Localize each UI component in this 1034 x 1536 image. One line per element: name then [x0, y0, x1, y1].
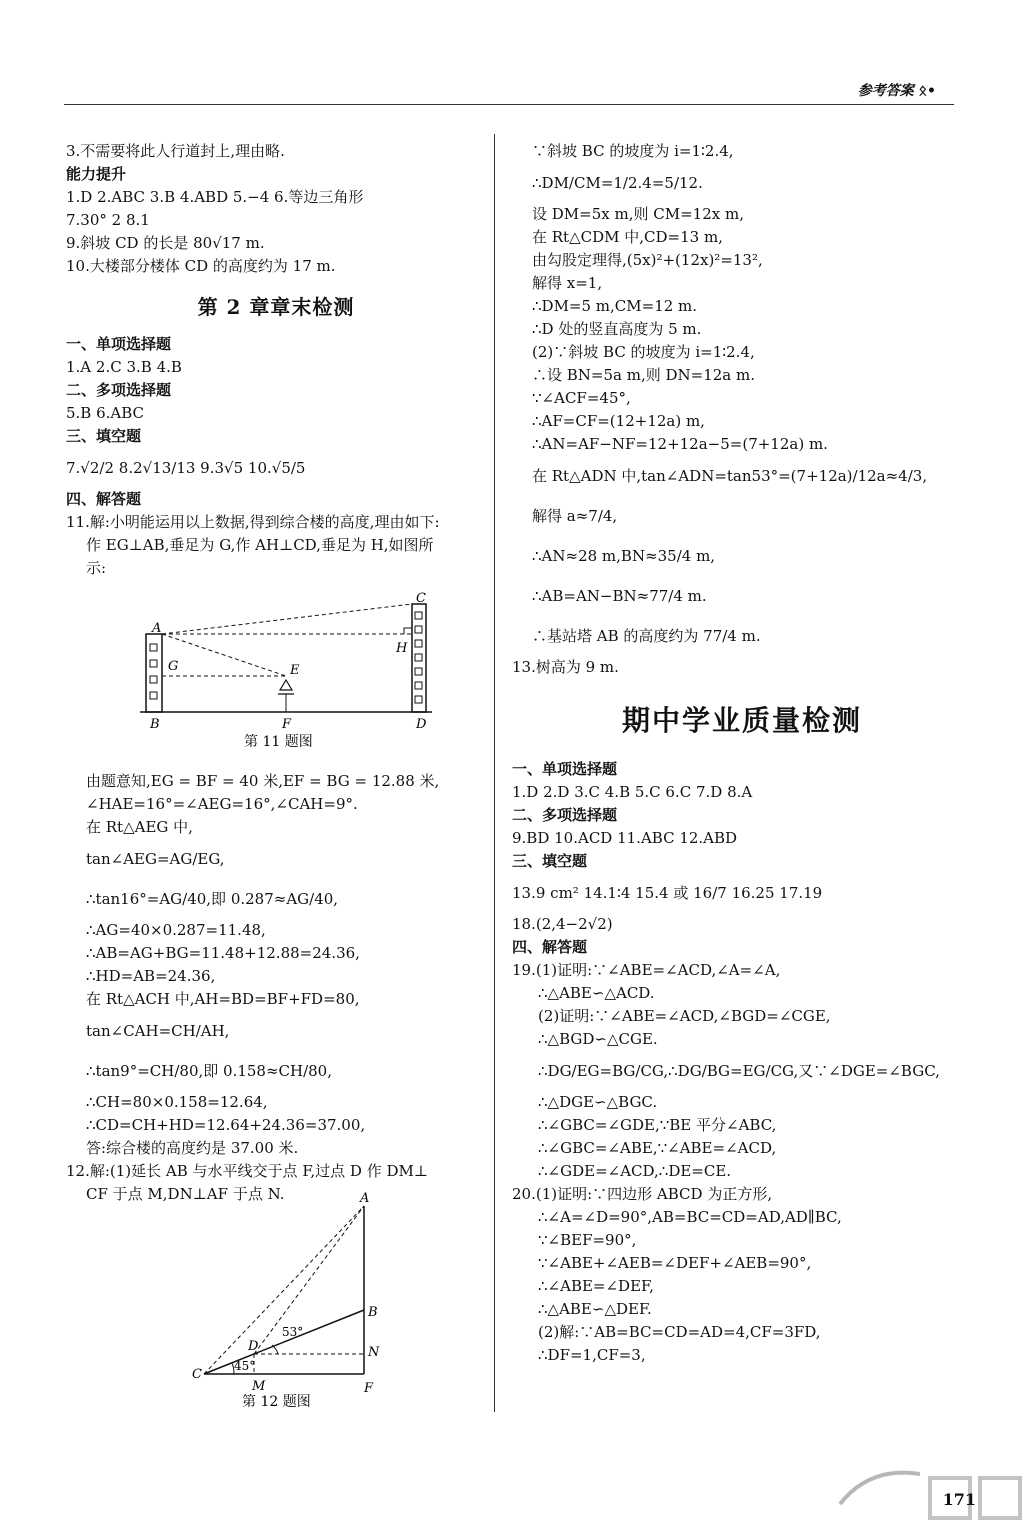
text-line: 12.解:(1)延长 AB 与水平线交于点 F,过点 D 作 DM⊥ — [66, 1162, 428, 1180]
text-line: ∴tan16°=AG/40,即 0.287≈AG/40, — [86, 890, 339, 908]
section-heading: 一、单项选择题 — [512, 760, 618, 778]
text-line: ∴AN=AF−NF=12+12a−5=(7+12a) m. — [532, 435, 828, 453]
section-heading: 四、解答题 — [66, 490, 142, 508]
section-heading: 四、解答题 — [512, 938, 588, 956]
figure-11 — [140, 590, 440, 755]
text-line: 设 DM=5x m,则 CM=12x m, — [532, 205, 744, 223]
chapter-title: 第 2 章章末检测 — [197, 295, 355, 319]
answer-line: 18.(2,4−2√2) — [512, 915, 613, 933]
text-line: ∴DM/CM=1/2.4=5/12. — [532, 174, 703, 192]
text-line: ∴tan9°=CH/80,即 0.158≈CH/80, — [86, 1062, 332, 1080]
header-label: 参考答案 ᛟ• — [857, 83, 936, 99]
text-line: ∴△BGD∽△CGE. — [538, 1030, 658, 1048]
label-C: C — [192, 1367, 202, 1382]
text-line: ∴DF=1,CF=3, — [538, 1346, 646, 1364]
answer-line: 9.BD 10.ACD 11.ABC 12.ABD — [512, 829, 738, 847]
answer-line: 7.√2/2 8.2√13/13 9.3√5 10.√5/5 — [66, 459, 306, 477]
text-line: 3.不需要将此人行道封上,理由略. — [66, 142, 285, 160]
text-line: ∵斜坡 BC 的坡度为 i=1∶2.4, — [532, 142, 734, 160]
text-line: ∴AB=AG+BG=11.48+12.88=24.36, — [86, 944, 360, 962]
angle-53-label: 53° — [282, 1325, 304, 1339]
label-H: H — [396, 641, 408, 656]
text-line: CF 于点 M,DN⊥AF 于点 N. — [86, 1185, 285, 1203]
text-line: (2)解:∵AB=BC=CD=AD=4,CF=3FD, — [538, 1323, 821, 1341]
answer-line: 13.9 cm² 14.1∶4 15.4 或 16/7 16.25 17.19 — [512, 884, 823, 902]
text-line: ∴AG=40×0.287=11.48, — [86, 921, 266, 939]
text-line: 13.树高为 9 m. — [512, 658, 619, 676]
text-line: 在 Rt△ADN 中,tan∠ADN=tan53°=(7+12a)/12a≈4/3, — [532, 467, 928, 485]
label-F: F — [364, 1381, 374, 1396]
section-heading: 三、填空题 — [66, 427, 142, 445]
text-line: ∵∠ABE+∠AEB=∠DEF+∠AEB=90°, — [538, 1254, 812, 1272]
text-line: 解得 x=1, — [532, 274, 603, 292]
section-heading: 二、多项选择题 — [512, 806, 618, 824]
angle-45-label: 45° — [234, 1359, 256, 1373]
text-line: ∴AB=AN−BN≈77/4 m. — [532, 587, 707, 605]
figure-caption: 第 11 题图 — [244, 734, 313, 750]
label-E: E — [290, 663, 300, 678]
text-line: ∴CH=80×0.158=12.64, — [86, 1093, 268, 1111]
section-heading: 能力提升 — [66, 165, 127, 183]
text-line: 解得 a≈7/4, — [532, 507, 618, 525]
text-line: ∵∠ACF=45°, — [532, 389, 631, 407]
text-line: 在 Rt△ACH 中,AH=BD=BF+FD=80, — [86, 990, 360, 1008]
text-line: ∴△ABE∽△DEF. — [538, 1300, 652, 1318]
swirl-logo-icon: ᛟ• — [918, 83, 936, 99]
label-B: B — [150, 717, 160, 732]
text-line: (2)证明:∵∠ABE=∠ACD,∠BGD=∠CGE, — [538, 1007, 831, 1025]
left-column-body — [66, 770, 486, 1206]
text-line: ∴DG/EG=BG/CG,∴DG/BG=EG/CG,又∵∠DGE=∠BGC, — [538, 1062, 940, 1080]
text-line: ∴AF=CF=(12+12a) m, — [532, 412, 705, 430]
section-heading: 二、多项选择题 — [66, 381, 172, 399]
label-B: B — [368, 1305, 378, 1320]
left-column — [66, 140, 486, 580]
text-line: 作 EG⊥AB,垂足为 G,作 AH⊥CD,垂足为 H,如图所 — [86, 536, 434, 554]
answer-line: 9.斜坡 CD 的长是 80√17 m. — [66, 234, 265, 252]
text-line: ∴HD=AB=24.36, — [86, 967, 216, 985]
label-A: A — [152, 621, 162, 636]
right-column — [512, 140, 972, 1367]
text-line: 答:综合楼的高度约是 37.00 米. — [86, 1139, 299, 1157]
text-line: 在 Rt△AEG 中, — [86, 818, 193, 836]
text-line: (2)∵斜坡 BC 的坡度为 i=1∶2.4, — [532, 343, 755, 361]
label-M: M — [252, 1379, 266, 1394]
text-line: tan∠CAH=CH/AH, — [86, 1022, 230, 1040]
text-line: 由勾股定理得,(5x)²+(12x)²=13², — [532, 251, 763, 269]
text-line: ∠HAE=16°=∠AEG=16°,∠CAH=9°. — [86, 795, 358, 813]
figure-caption: 第 12 题图 — [242, 1394, 311, 1410]
label-D: D — [248, 1339, 259, 1354]
header-rule — [64, 104, 954, 105]
column-divider — [494, 134, 495, 1412]
text-line: 示: — [86, 559, 107, 577]
answer-line: 10.大楼部分楼体 CD 的高度约为 17 m. — [66, 257, 336, 275]
text-line: ∴AN≈28 m,BN≈35/4 m, — [532, 547, 716, 565]
text-line: ∴∠GBC=∠ABE,∵∠ABE=∠ACD, — [538, 1139, 777, 1157]
text-line: tan∠AEG=AG/EG, — [86, 850, 225, 868]
text-line: ∴D 处的竖直高度为 5 m. — [532, 320, 702, 338]
answer-line: 7.30° 2 8.1 — [66, 211, 150, 229]
answer-line: 1.A 2.C 3.B 4.B — [66, 358, 182, 376]
text-line: ∴△DGE∽△BGC. — [538, 1093, 658, 1111]
label-D: D — [416, 717, 427, 732]
label-G: G — [168, 659, 179, 674]
midterm-title: 期中学业质量检测 — [621, 704, 862, 737]
text-line: 由题意知,EG = BF = 40 米,EF = BG = 12.88 米, — [86, 772, 440, 790]
answer-line: 1.D 2.D 3.C 4.B 5.C 6.C 7.D 8.A — [512, 783, 753, 801]
page-number: 171 — [942, 1490, 976, 1509]
label-C: C — [416, 591, 426, 606]
text-line: 在 Rt△CDM 中,CD=13 m, — [532, 228, 723, 246]
section-heading: 一、单项选择题 — [66, 335, 172, 353]
text-line: ∴∠GDE=∠ACD,∴DE=CE. — [538, 1162, 732, 1180]
label-F: F — [282, 717, 292, 732]
text-line: ∴△ABE∽△ACD. — [538, 984, 655, 1002]
text-line: ∴基站塔 AB 的高度约为 77/4 m. — [532, 627, 761, 645]
text-line: ∵∠BEF=90°, — [538, 1231, 637, 1249]
answer-line: 1.D 2.ABC 3.B 4.ABD 5.−4 6.等边三角形 — [66, 188, 364, 206]
text-line: ∴∠ABE=∠DEF, — [538, 1277, 654, 1295]
text-line: 19.(1)证明:∵∠ABE=∠ACD,∠A=∠A, — [512, 961, 781, 979]
label-A: A — [360, 1191, 370, 1206]
text-line: ∴∠A=∠D=90°,AB=BC=CD=AD,AD∥BC, — [538, 1208, 842, 1226]
text-line: ∴∠GBC=∠GDE,∵BE 平分∠ABC, — [538, 1116, 777, 1134]
figure-12 — [186, 1188, 396, 1413]
text-line: ∴DM=5 m,CM=12 m. — [532, 297, 698, 315]
label-N: N — [368, 1345, 380, 1360]
text-line: 11.解:小明能运用以上数据,得到综合楼的高度,理由如下: — [66, 513, 440, 531]
watermark-logo-icon — [830, 1464, 1030, 1532]
text-line: ∴CD=CH+HD=12.64+24.36=37.00, — [86, 1116, 366, 1134]
section-heading: 三、填空题 — [512, 852, 588, 870]
text-line: 20.(1)证明:∵四边形 ABCD 为正方形, — [512, 1185, 773, 1203]
text-line: ∴设 BN=5a m,则 DN=12a m. — [532, 366, 756, 384]
answer-line: 5.B 6.ABC — [66, 404, 145, 422]
